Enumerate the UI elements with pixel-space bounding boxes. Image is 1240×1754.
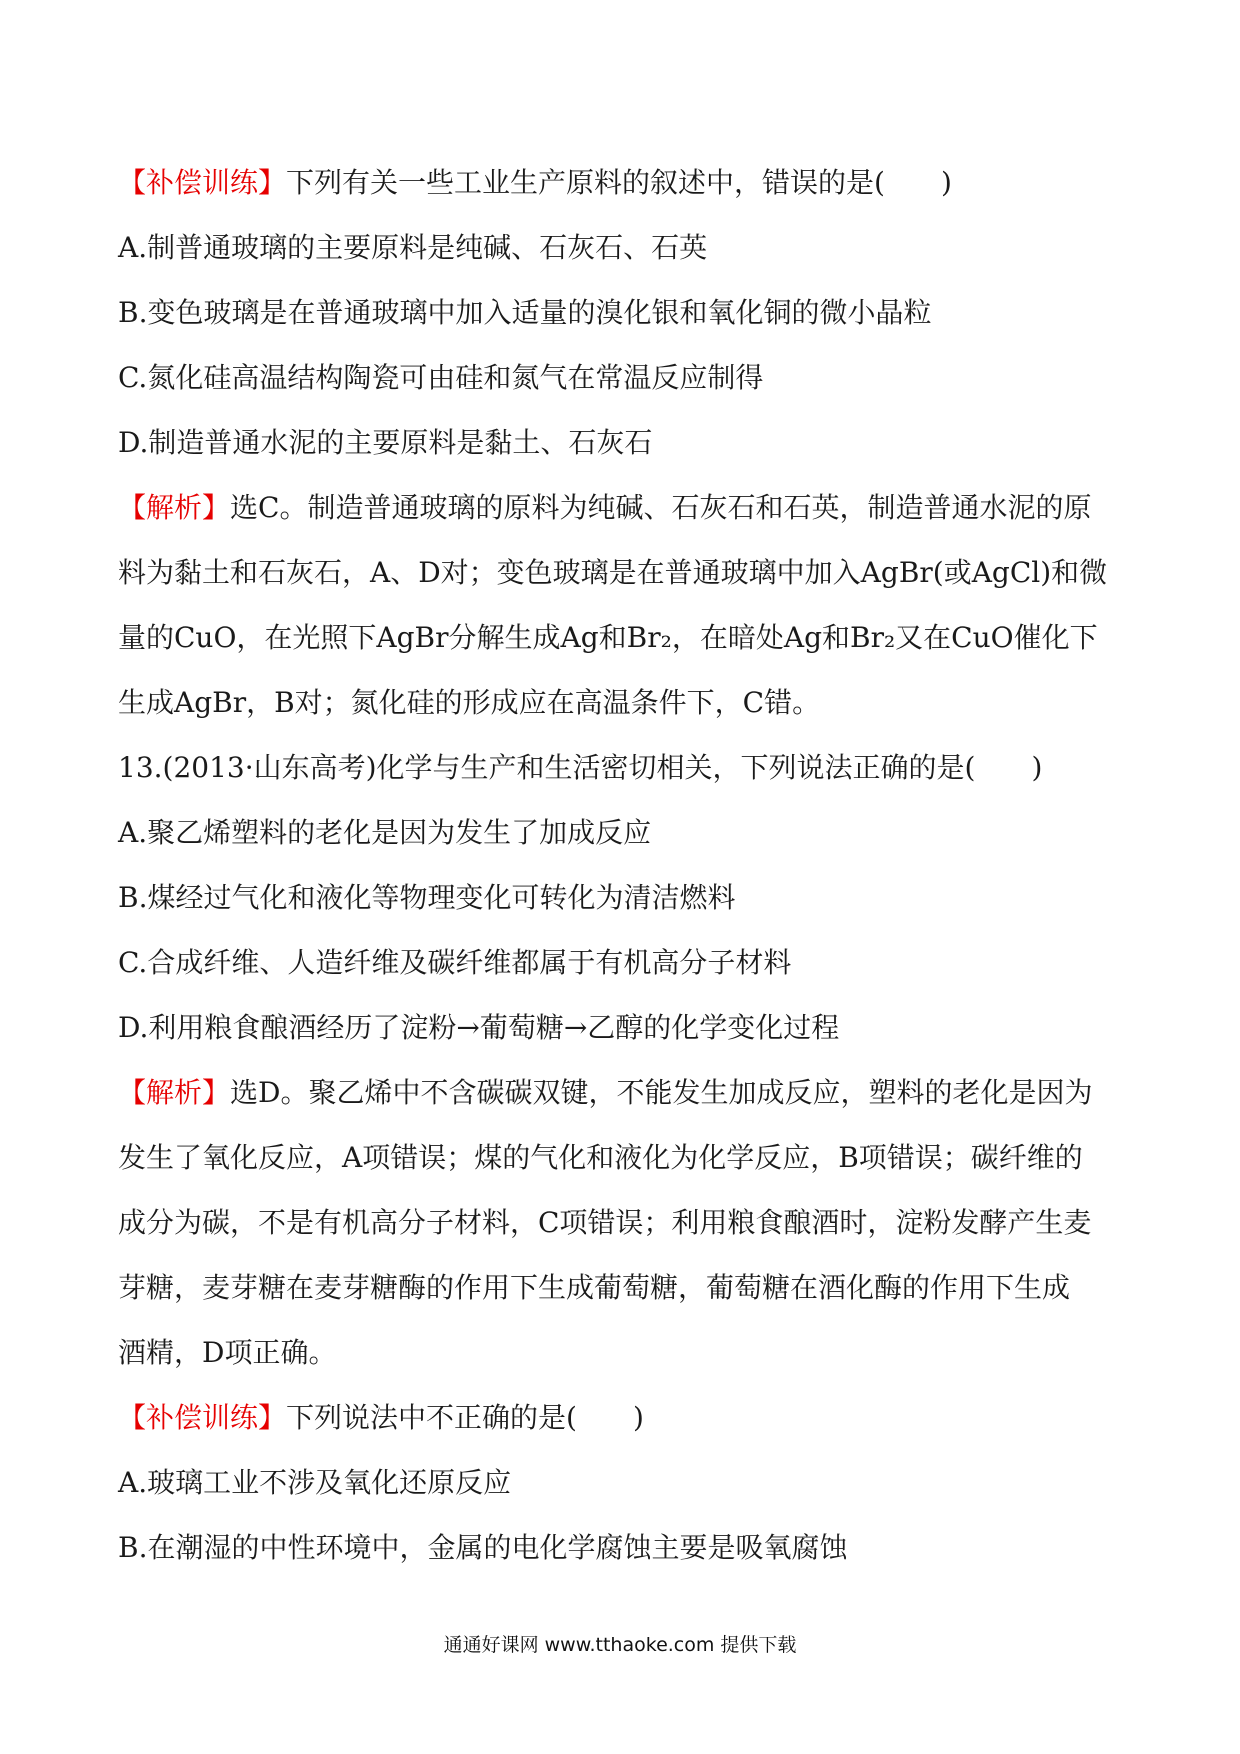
footer-text: 通通好课网 www.tthaoke.com 提供下载	[443, 1634, 797, 1656]
compensation-tag: 【补偿训练】	[118, 166, 287, 199]
option-a: A.聚乙烯塑料的老化是因为发生了加成反应	[118, 816, 652, 849]
option-b: B.煤经过气化和液化等物理变化可转化为清洁燃料	[118, 881, 736, 914]
question-line	[118, 1385, 1128, 1450]
analysis-tag: 【解析】	[118, 491, 231, 524]
question-line	[118, 150, 1128, 215]
analysis-tag: 【解析】	[118, 1076, 231, 1109]
analysis-line: 酒精，D项正确。	[118, 1336, 337, 1369]
document-body	[118, 150, 1128, 1580]
option-b: B.在潮湿的中性环境中，金属的电化学腐蚀主要是吸氧腐蚀	[118, 1531, 848, 1564]
option-b: B.变色玻璃是在普通玻璃中加入适量的溴化银和氧化铜的微小晶粒	[118, 296, 932, 329]
option-c: C.氮化硅高温结构陶瓷可由硅和氮气在常温反应制得	[118, 361, 764, 394]
question-text: 下列说法中不正确的是( )	[286, 1401, 644, 1434]
question-text: 下列有关一些工业生产原料的叙述中，错误的是( )	[286, 166, 952, 199]
analysis-line: 成分为碳，不是有机高分子材料，C项错误；利用粮食酿酒时，淀粉发酵产生麦	[118, 1206, 1092, 1239]
option-a: A.制普通玻璃的主要原料是纯碱、石灰石、石英	[118, 231, 708, 264]
option-d: D.制造普通水泥的主要原料是黏土、石灰石	[118, 426, 653, 459]
analysis-text: 选C。制造普通玻璃的原料为纯碱、石灰石和石英，制造普通水泥的原	[230, 491, 1092, 524]
analysis-line	[118, 475, 1128, 540]
analysis-text: 选D。聚乙烯中不含碳碳双键，不能发生加成反应，塑料的老化是因为	[230, 1076, 1093, 1109]
analysis-line: 芽糖，麦芽糖在麦芽糖酶的作用下生成葡萄糖，葡萄糖在酒化酶的作用下生成	[118, 1271, 1071, 1304]
analysis-line: 量的CuO，在光照下AgBr分解生成Ag和Br₂，在暗处Ag和Br₂又在CuO催化下	[118, 621, 1098, 654]
analysis-line: 料为黏土和石灰石，A、D对；变色玻璃是在普通玻璃中加入AgBr(或AgCl)和微	[118, 556, 1108, 589]
analysis-line: 发生了氧化反应，A项错误；煤的气化和液化为化学反应，B项错误；碳纤维的	[118, 1141, 1083, 1174]
compensation-tag: 【补偿训练】	[118, 1401, 287, 1434]
option-a: A.玻璃工业不涉及氧化还原反应	[118, 1466, 512, 1499]
option-d: D.利用粮食酿酒经历了淀粉→葡萄糖→乙醇的化学变化过程	[118, 1011, 840, 1044]
analysis-line: 生成AgBr，B对；氮化硅的形成应在高温条件下，C错。	[118, 686, 821, 719]
option-c: C.合成纤维、人造纤维及碳纤维都属于有机高分子材料	[118, 946, 792, 979]
analysis-line	[118, 1060, 1128, 1125]
question-line: 13.(2013·山东高考)化学与生产和生活密切相关，下列说法正确的是( )	[118, 751, 1043, 784]
